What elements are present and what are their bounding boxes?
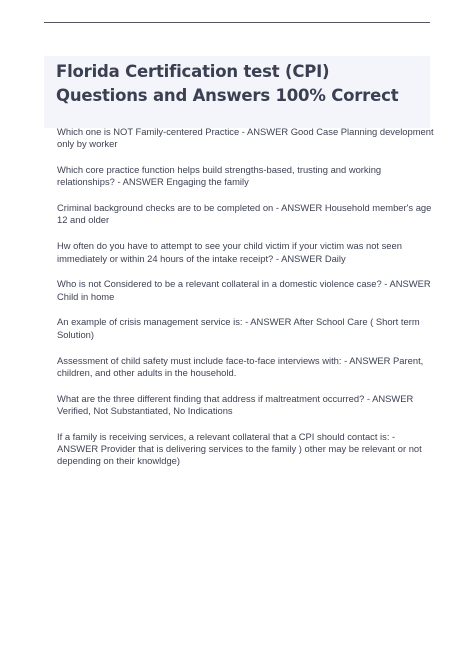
qa-item: If a family is receiving services, a relevant collateral that a CPI should contact is: - ANSWER Provider that is delivering services to the family ) other may be relevant or not depending on their knowldge) bbox=[57, 430, 422, 467]
qa-item: Hw often do you have to attempt to see your child victim if your victim was not seen immediately or within 24 hours of the intake receipt? - ANSWER Daily bbox=[57, 240, 402, 264]
qa-item: Criminal background checks are to be completed on - ANSWER Household member's age 12 and older bbox=[57, 202, 432, 226]
qa-item: Assessment of child safety must include face-to-face interviews with: - ANSWER Parent, children, and other adults in the household. bbox=[57, 354, 424, 378]
qa-item: Who is not Considered to be a relevant collateral in a domestic violence case? - ANSWER Child in home bbox=[57, 278, 431, 302]
header-rule bbox=[44, 22, 430, 23]
title-block bbox=[44, 56, 430, 128]
document-title: Florida Certification test (CPI) Questions and Answers 100% Correct bbox=[56, 62, 399, 105]
qa-item: Which core practice function helps build strengths-based, trusting and working relationships? - ANSWER Engaging the family bbox=[57, 164, 382, 188]
qa-item: Which one is NOT Family-centered Practice - ANSWER Good Case Planning development only by worker bbox=[57, 126, 434, 150]
qa-list bbox=[57, 126, 435, 481]
qa-item: An example of crisis management service is: - ANSWER After School Care ( Short term Solution) bbox=[57, 316, 420, 340]
qa-item: What are the three different finding that address if maltreatment occurred? - ANSWER Verified, Not Substantiated, No Indications bbox=[57, 392, 414, 416]
